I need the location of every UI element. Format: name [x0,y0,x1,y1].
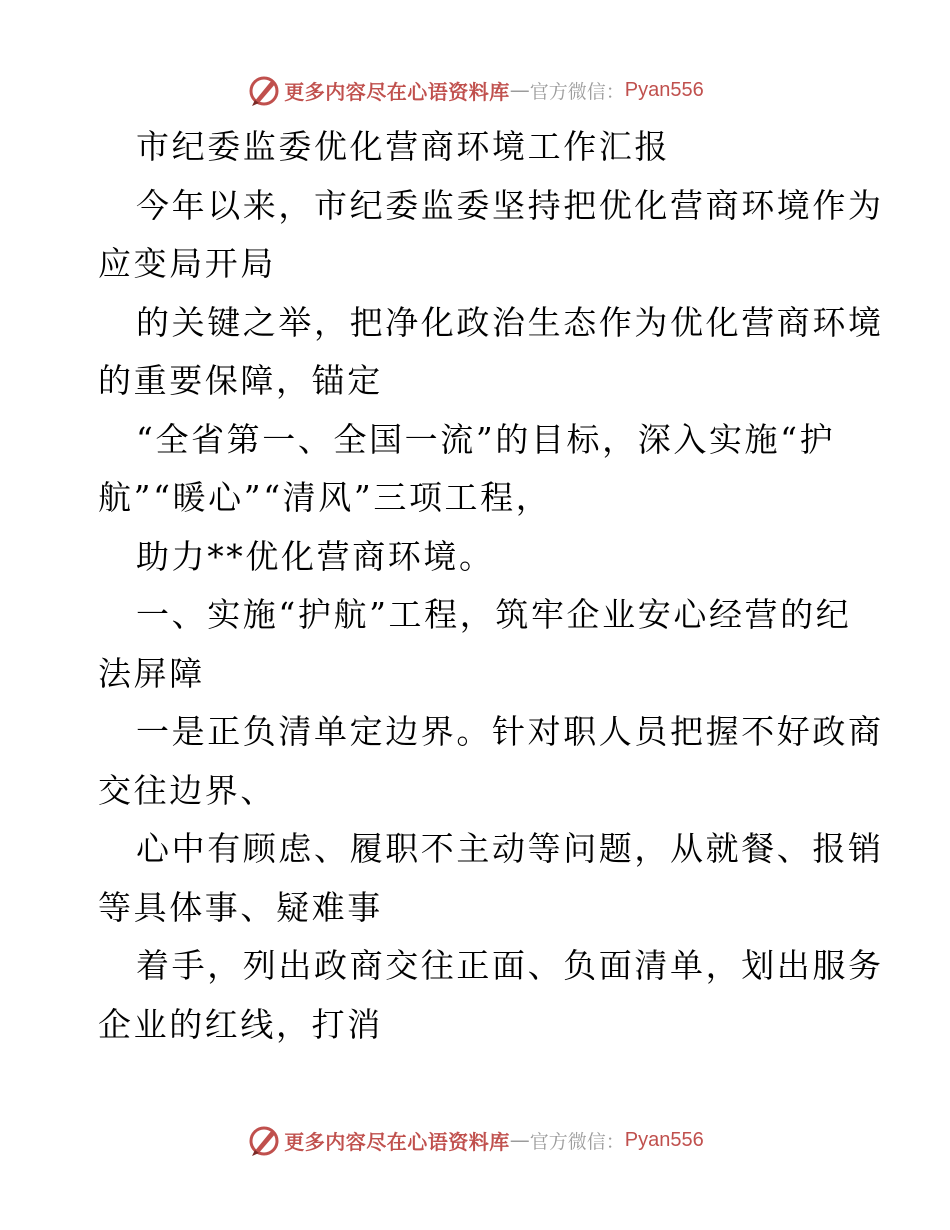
section-heading-cont: 法屏障 [98,653,205,693]
section-heading: 一、实施“护航”工程，筑牢企业安心经营的纪 [136,595,852,634]
pen-logo-icon [246,72,282,108]
doc-line: 今年以来，市纪委监委坚持把优化营商环境作为 [136,185,884,225]
watermark-contact-id: Pyan556 [624,78,704,101]
header-watermark [0,70,950,110]
pen-logo-icon [246,1122,282,1158]
doc-line: 航”“暖心”“清风”三项工程， [98,478,552,517]
document-body [98,118,884,1054]
doc-title: 市纪委监委优化营商环境工作汇报 [136,127,670,166]
watermark-dash: — [509,1128,530,1152]
watermark-contact-label: 官方微信： [529,1130,625,1153]
footer-watermark [0,1120,950,1160]
watermark-site-text: 更多内容尽在心语资料库 [284,79,510,104]
doc-line: 交往边界、 [98,770,276,810]
watermark-site-text: 更多内容尽在心语资料库 [284,1129,510,1154]
doc-line: 的重要保障，锚定 [98,361,383,400]
watermark-contact-label: 官方微信： [529,80,625,103]
doc-line: 应变局开局 [98,244,276,283]
doc-line: 助力**优化营商环境。 [136,536,495,576]
doc-line: 一是正负清单定边界。针对职人员把握不好政商 [136,712,884,751]
doc-line: 等具体事、疑难事 [98,887,383,927]
doc-line: 心中有顾虑、履职不主动等问题，从就餐、报销 [136,829,884,868]
watermark-contact-id: Pyan556 [624,1128,704,1151]
doc-line: 的关键之举，把净化政治生态作为优化营商环境 [136,302,884,342]
doc-line: “全省第一、全国一流”的目标，深入实施“护 [136,419,836,459]
doc-line: 企业的红线，打消 [98,1004,383,1044]
watermark-dash: — [509,78,530,102]
doc-line: 着手，列出政商交往正面、负面清单，划出服务 [136,946,884,985]
